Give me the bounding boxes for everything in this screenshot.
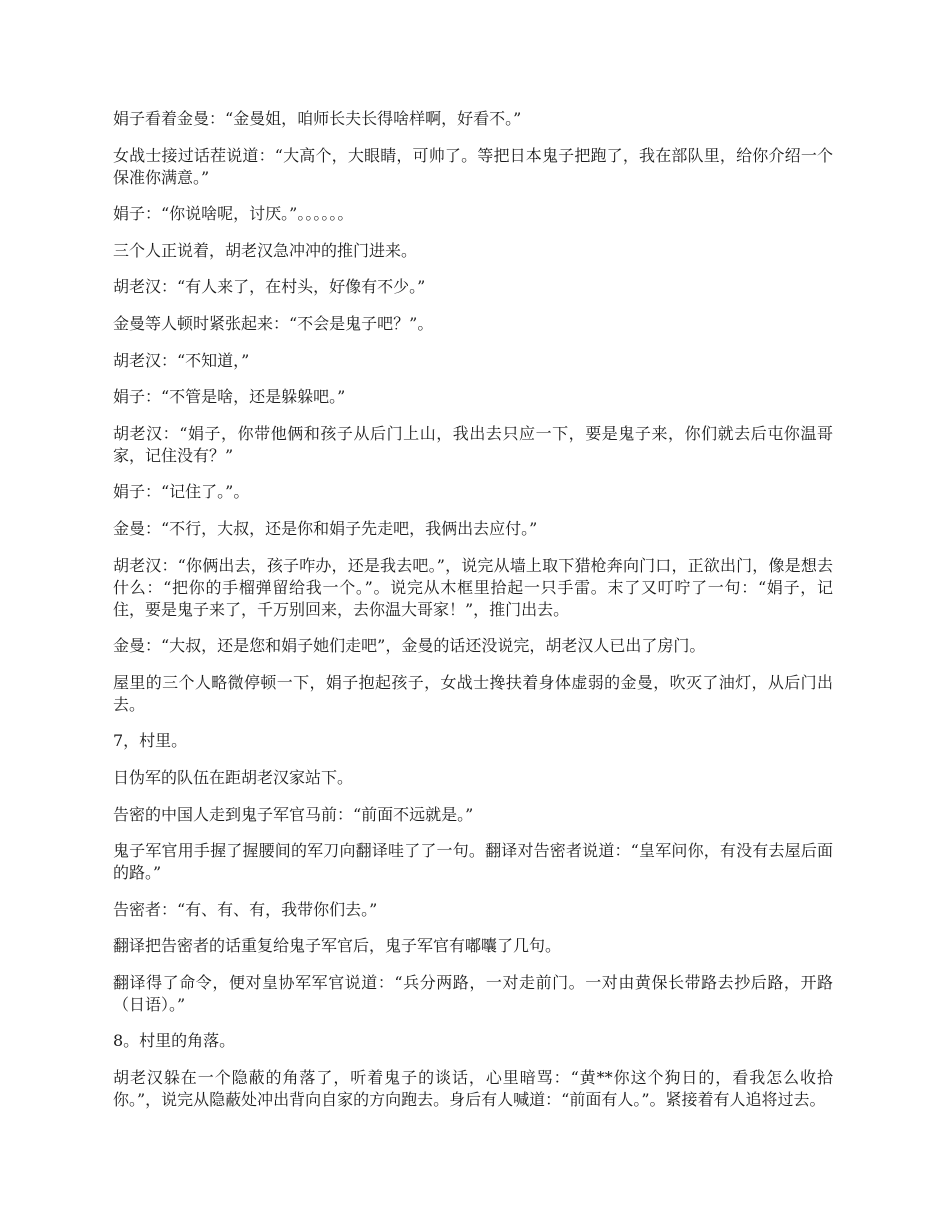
paragraph: 娟子：“不管是啥，还是躲躲吧。” <box>113 387 346 407</box>
paragraph: 娟子：“记住了。”。 <box>113 482 250 502</box>
paragraph: 屋里的三个人略微停顿一下，娟子抱起孩子，女战士搀扶着身体虚弱的金曼，吹灭了油灯，从后门出去。 <box>113 672 833 714</box>
document-body <box>113 108 833 1126</box>
paragraph: 胡老汉：“娟子，你带他俩和孩子从后门上山，我出去只应一下，要是鬼子来，你们就去后屯你温哥家，记住没有？” <box>113 423 833 465</box>
paragraph: 金曼：“大叔，还是您和娟子她们走吧”，金曼的话还没说完，胡老汉人已出了房门。 <box>113 636 706 656</box>
paragraph: 娟子看着金曼：“金曼姐，咱师长夫长得啥样啊，好看不。” <box>113 109 522 128</box>
paragraph: 翻译得了命令，便对皇协军军官说道：“兵分两路，一对走前门。一对由黄保长带路去抄后路，开路（日语）。” <box>113 972 833 1014</box>
paragraph: 告密的中国人走到鬼子军官马前：“前面不远就是。” <box>113 804 474 824</box>
paragraph: 翻译把告密者的话重复给鬼子军官后，鬼子军官有嘟囔了几句。 <box>113 936 562 956</box>
paragraph: 胡老汉：“不知道，” <box>113 350 250 370</box>
paragraph: 日伪军的队伍在距胡老汉家站下。 <box>113 767 354 787</box>
section-heading: 7，村里。 <box>113 731 188 751</box>
section-heading: 8。村里的角落。 <box>113 1031 236 1051</box>
paragraph: 胡老汉：“有人来了，在村头，好像有不少。” <box>113 277 426 297</box>
paragraph: 金曼：“不行，大叔，还是你和娟子先走吧，我俩出去应付。” <box>113 518 538 538</box>
paragraph: 胡老汉躲在一个隐蔽的角落了，听着鬼子的谈话，心里暗骂：“黄**你这个狗日的，看我怎么收拾你。”，说完从隐蔽处冲出背向自家的方向跑去。身后有人喊道：“前面有人。”。紧接着有人追将过去。 <box>113 1068 833 1110</box>
paragraph: 告密者：“有、有、有，我带你们去。” <box>113 899 378 919</box>
paragraph: 三个人正说着，胡老汉急冲冲的推门进来。 <box>113 240 418 260</box>
paragraph: 女战士接过话茬说道：“大高个，大眼睛，可帅了。等把日本鬼子把跑了，我在部队里，给你介绍一个保准你满意。” <box>113 145 833 187</box>
paragraph: 金曼等人顿时紧张起来：“不会是鬼子吧？”。 <box>113 313 434 333</box>
paragraph: 胡老汉：“你俩出去，孩子咋办，还是我去吧。”，说完从墙上取下猎枪奔向门口，正欲出门，像是想去什么：“把你的手榴弹留给我一个。”。说完从木框里拾起一只手雷。末了又叮咛了一句：“娟子，记住，要是鬼子来了，千万别回来，去你温大哥家！”，推门出去。 <box>113 555 833 619</box>
paragraph: 娟子：“你说啥呢，讨厌。”。。。。。。 <box>113 204 354 224</box>
paragraph: 鬼子军官用手握了握腰间的军刀向翻译哇了了一句。翻译对告密者说道：“皇军问你，有没有去屋后面的路。” <box>113 841 833 883</box>
